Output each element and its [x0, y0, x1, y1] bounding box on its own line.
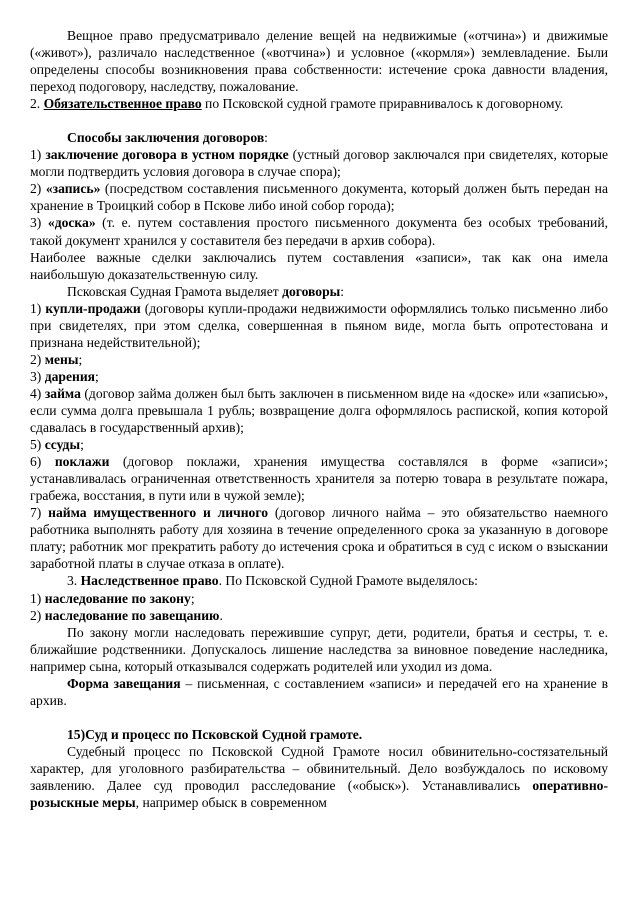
term: ссуды — [44, 437, 81, 453]
item-text: . — [219, 607, 223, 623]
item-number: 2. — [30, 96, 41, 112]
term-operative-measures: оперативно-розыскные меры — [30, 777, 608, 811]
list-item-contract-3 — [30, 368, 608, 385]
term: заключение договора в устном порядке — [45, 147, 289, 163]
item-number: 1) — [30, 300, 42, 316]
list-item-inherit-2 — [30, 607, 608, 624]
section-heading — [30, 726, 608, 743]
item-number: 2) — [30, 607, 42, 623]
term: мены — [44, 351, 79, 367]
list-item-contract-7 — [30, 504, 608, 572]
court-text: Судебный процесс по Псковской Судной Грамоте носил обвинительно-состязательный характер, для уголовного разбирательства – обвинительный. Дело возбуждалось по исковому заявлению. Далее суд проводил расследование («обыск»). Устанавливались — [30, 743, 608, 793]
list-item-contract-2 — [30, 351, 608, 368]
item-number: 4) — [30, 385, 42, 401]
paragraph-obligation-law — [30, 95, 608, 112]
list-item-contract-5 — [30, 436, 608, 453]
term: поклажи — [54, 454, 110, 470]
term: наследование по завещанию — [44, 607, 220, 623]
item-number: 1) — [30, 147, 42, 163]
list-item-contract-1 — [30, 300, 608, 351]
item-number: 1) — [30, 590, 42, 606]
term-obligation-law: Обязательственное право — [43, 96, 202, 112]
list-item-contract-4 — [30, 385, 608, 436]
item-number: 5) — [30, 437, 42, 453]
blank-line — [30, 112, 608, 129]
list-item-method-1 — [30, 146, 608, 180]
term-contracts: договоры — [282, 283, 341, 299]
list-item-method-2 — [30, 180, 608, 214]
item-number: 6) — [30, 454, 42, 470]
list-item-contract-6 — [30, 453, 608, 504]
item-text: (устный договор заключался при свидетелях, которые могли подтвердить условия договора в случае спора); — [30, 147, 609, 180]
obligation-text: по Псковской судной грамоте приравнивалось к договорному. — [201, 96, 564, 112]
item-text: ; — [190, 590, 195, 606]
heading-text: Способы заключения договоров — [67, 130, 265, 146]
item-text: ; — [78, 351, 83, 367]
item-text: (т. е. путем составления простого письменного документа без особых требований, такой документ хранился у составителя без передачи в архив собора). — [30, 215, 608, 248]
item-number: 2) — [30, 181, 42, 197]
paragraph-property-rights: Вещное право предусматривало деление вещей на недвижимые («отчина») и движимые («живот»), различало наследственное («вотчина») и условное («кормля») землевладение. Были определены способы возникновения права собственности: истечение срока давности владения, переход подоговору, наследству, пожалование. — [30, 28, 608, 95]
item-number: 2) — [30, 351, 42, 367]
term: дарения — [44, 368, 96, 384]
term: купли-продажи — [45, 300, 141, 316]
paragraph-contracts-intro — [30, 283, 608, 300]
item-text: (договор поклажи, хранения имущества составлялся в форме «записи»; устанавливалась ограниченная ответственность хранителя за потерю товара в результате пожара, грабежа, восстания, в пути или в чужой земле); — [30, 454, 608, 504]
term-will-form: Форма завещания — [67, 675, 181, 691]
paragraph-court-process — [30, 743, 608, 811]
item-text: (договоры купли-продажи недвижимости оформлялись только письменно либо при свидетелях, при этом сделка, совершенная в пьяном виде, могла быть опротестована и признана недействительной); — [30, 300, 608, 350]
item-number: 7) — [30, 505, 42, 521]
blank-line — [30, 709, 608, 726]
item-number: 3. — [67, 573, 78, 589]
paragraph-will-form — [30, 675, 608, 709]
inheritance-text: . По Псковской Судной Грамоте выделялось: — [218, 573, 478, 589]
section-heading-text: 15)Суд и процесс по Псковской Судной грамоте. — [67, 726, 363, 742]
list-item-method-3 — [30, 214, 608, 248]
court-tail: , например обыск в современном — [135, 795, 327, 811]
item-text: (посредством составления письменного документа, который должен быть передан на хранение в Троицкий собор в Пскове либо иной собор города); — [30, 181, 608, 214]
term: займа — [44, 385, 81, 401]
intro-text: Псковская Судная Грамота выделяет — [67, 283, 283, 299]
term: «запись» — [45, 181, 101, 197]
paragraph-inheritance — [30, 572, 608, 589]
item-text: (договор личного найма – это обязательство наемного работника выполнять работу для хозяина в течение определенного срока за указанную в договоре плату; работник мог прекратить работу до истечения срока и обратиться в суд с иском о взыскании заработной платы в случае отказа в оплате). — [30, 505, 608, 572]
paragraph-important-deals: Наиболее важные сделки заключались путем составления «записи», так как она имела наибольшую доказательственную силу. — [30, 249, 608, 282]
paragraph-by-law: По закону могли наследовать пережившие супруг, дети, родители, братья и сестры, т. е. ближайшие родственники. Допускалось лишение наследства за виновное поведение наследника, например сына, который отказывался содержать родителей или уходил из дома. — [30, 624, 608, 674]
term-inheritance: Наследственное право — [80, 573, 219, 589]
item-text: (договор займа должен был быть заключен в письменном виде на «доске» или «записью», если сумма долга превышала 1 рубль; возвращение долга оформлялось распиской, копия которой сдавалась в государственный архив); — [30, 385, 608, 436]
item-number: 3) — [30, 215, 42, 231]
intro-colon: : — [340, 283, 345, 299]
item-number: 3) — [30, 368, 42, 384]
term: «доска» — [47, 215, 96, 231]
will-text: – письменная, с составлением «записи» и передачей его на хранение в архив. — [30, 675, 608, 708]
heading-colon: : — [264, 130, 268, 146]
item-text: ; — [80, 437, 84, 453]
term: найма имущественного и личного — [48, 505, 268, 521]
term: наследование по закону — [44, 590, 191, 606]
list-item-inherit-1 — [30, 590, 608, 607]
item-text: ; — [95, 368, 99, 384]
heading-contract-methods — [30, 129, 608, 146]
